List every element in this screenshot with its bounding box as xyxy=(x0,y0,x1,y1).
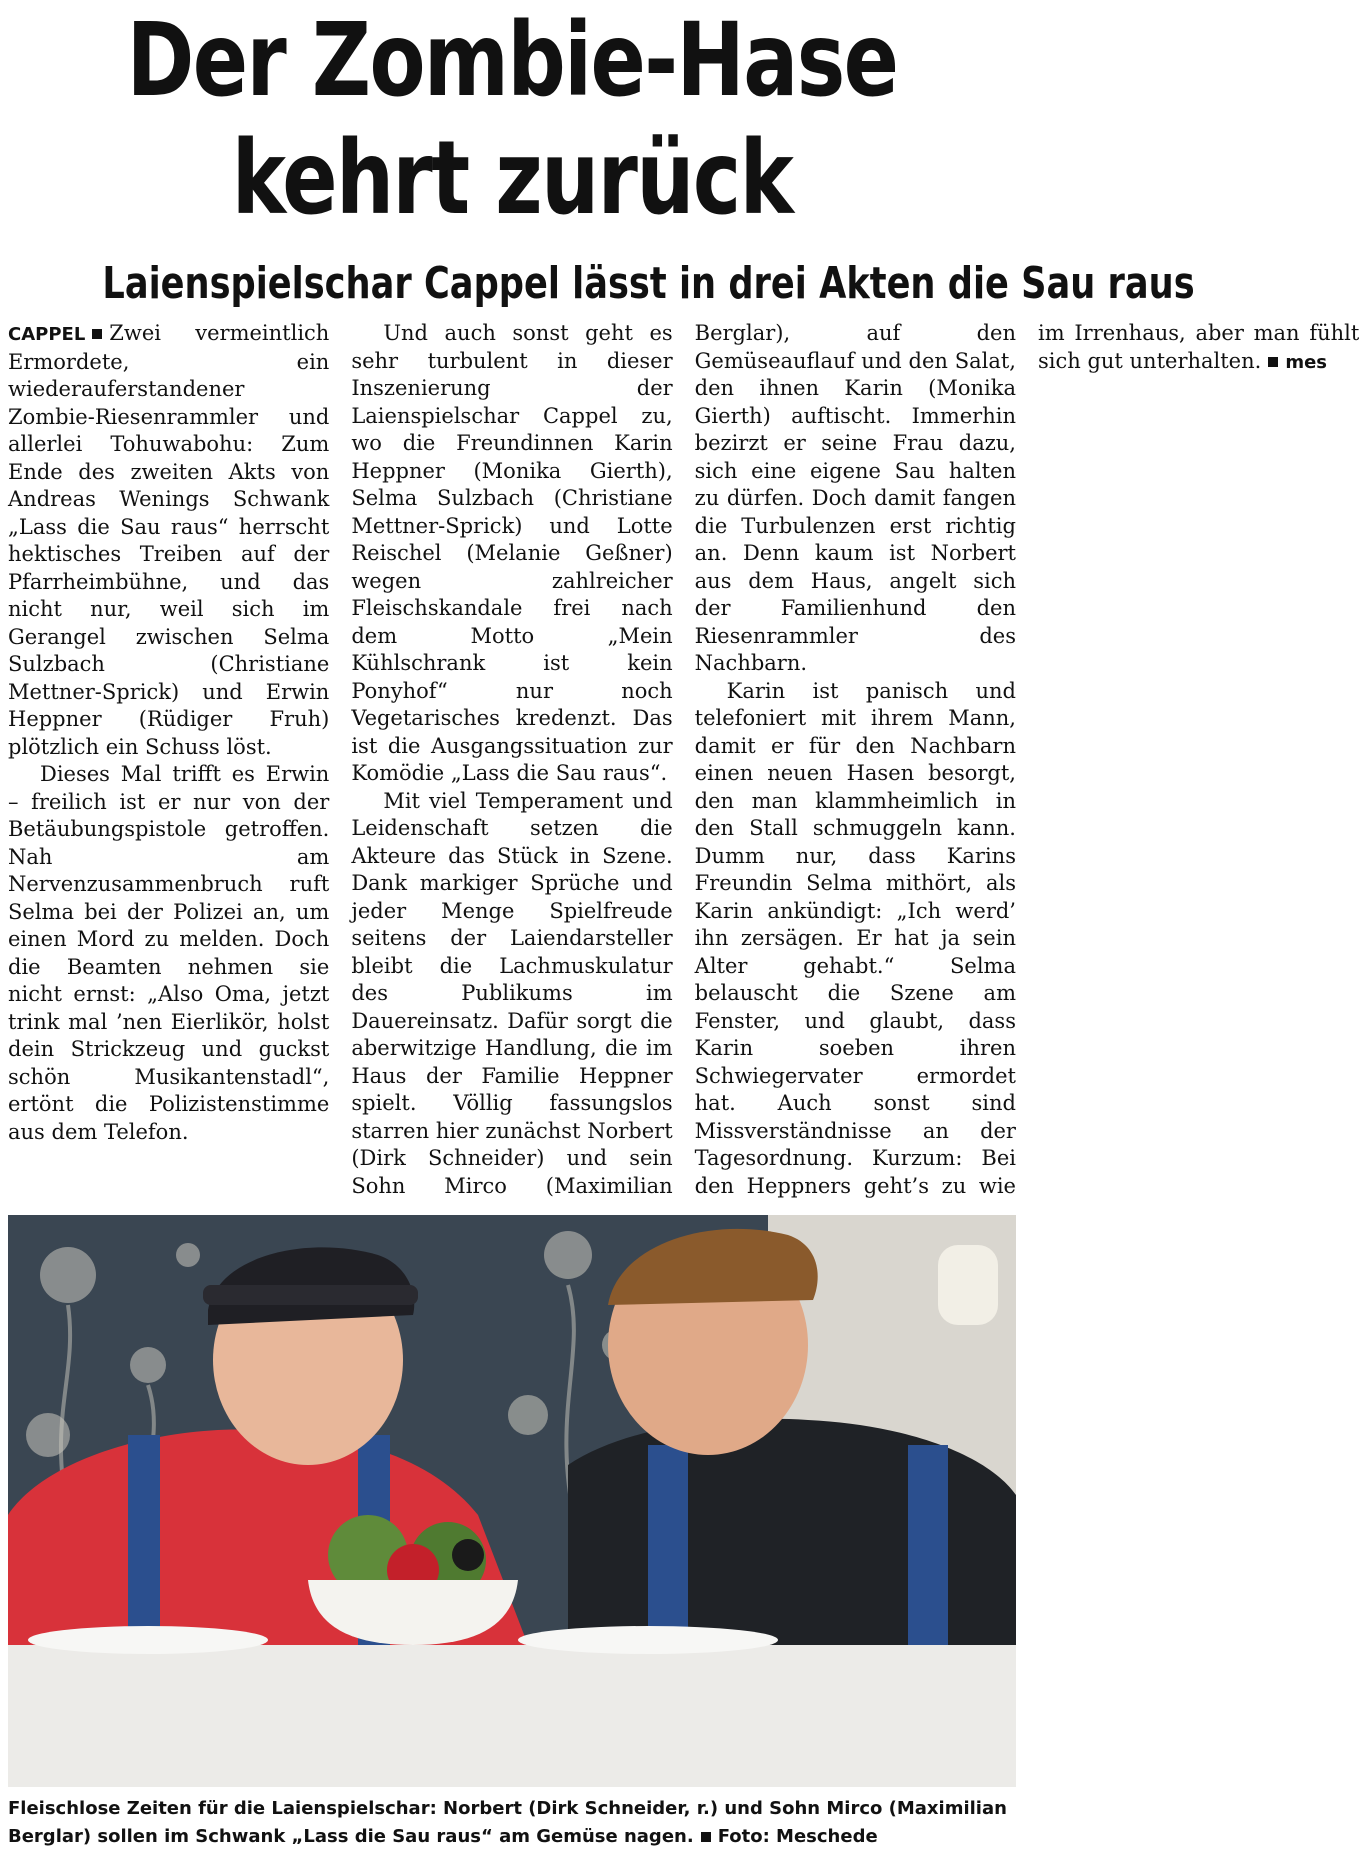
photo-credit: Foto: Meschede xyxy=(717,1826,878,1847)
square-bullet-icon xyxy=(92,329,102,339)
dateline: CAPPEL xyxy=(8,324,86,345)
article-photo xyxy=(8,1215,1016,1787)
square-bullet-icon xyxy=(1268,357,1278,367)
tablecloth xyxy=(8,1645,1016,1787)
headline xyxy=(102,2,921,238)
caption-text: Fleischlose Zeiten für die Laienspielschar: Norbert (Dirk Schneider, r.) und Sohn Mirco (Maximilian Berglar) sollen im Schwank „Lass die Sau raus“ am Gemüse nagen. xyxy=(8,1798,1007,1847)
paragraph-text: Karin ist panisch und telefoniert mit ihrem Mann, damit er für den Nachbarn einen neuen Hasen besorgt, den man klammheimlich in den Stall schmuggeln kann. Dumm nur, dass Karins Freundin Selma mithört, als Karin ankündigt: „Ich werd’ ihn zersägen. Er hat ja sein Alter gehabt.“ Selma belauscht die Szene am Fenster, und glaubt, dass Karin soeben ihren Schwiegervater ermordet hat. Auch sonst sind Missverständnisse an der Tagesordnung. Kurzum: Bei den Heppners geht’s zu wie im Irrenhaus, aber man fühlt sich gut unterhalten. xyxy=(694,321,1359,1198)
paragraph-text: Zwei vermeintlich Ermordete, ein wiederauferstandener Zombie-Riesenrammler und allerlei Tohuwabohu: Zum Ende des zweiten Akts von Andreas Wenings Schwank „Lass die Sau raus“ herrscht hektisches Treiben auf der Pfarrheimbühne, und das nicht nur, weil sich im Gerangel zwischen Selma Sulzbach (Christiane Mettner-Sprick) und Erwin Heppner (Rüdiger Fruh) plötzlich ein Schuss löst. xyxy=(8,321,330,759)
subheadline: Laienspielschar Cappel lässt in drei Akten die Sau raus xyxy=(102,258,1195,309)
headline-line-1: Der Zombie-Hase xyxy=(126,1,898,120)
article-body xyxy=(8,320,1359,1200)
photo-caption xyxy=(8,1795,1016,1851)
article-paragraph: Und auch sonst geht es sehr turbulent in dieser Inszenierung der Laienspielschar Cappel zu, wo die Freundinnen Karin Heppner (Monika Gierth), Selma Sulzbach (Christiane Mettner-Sprick) und Lotte Reischel (Melanie Geßner) wegen zahlreicher Fleischskandale frei nach dem Motto „Mein Kühlschrank ist kein Ponyhof“ nur noch Vegetarisches kredenzt. Das ist die Ausgangssituation zur Komödie „Lass die Sau raus“. xyxy=(351,321,673,785)
square-bullet-icon xyxy=(701,1832,711,1842)
stage-photo-illustration xyxy=(8,1215,1016,1787)
article-paragraph: Mit viel Temperament und Leidenschaft setzen die Akteure das Stück in Szene. Dank markiger Sprüche und jeder Menge Spielfreude seitens der Laiendarsteller bleibt die Lachmuskulatur des Publikums im Dauereinsatz. Dafür sorgt die aberwitzige Handlung, die im Haus der Familie Heppner spielt. Völlig fassungslos starren hier zunächst Norbert (Dirk Schneider) und sein Sohn Mirco (Maximilian Berglar), auf den Gemüseauflauf und den Salat, den ihnen Karin (Monika Gierth) auftischt. Immerhin bezirzt er seine Frau dazu, sich eine eigene Sau halten zu dürfen. Doch damit fangen die Turbulenzen erst richtig an. Denn kaum ist Norbert aus dem Haus, angelt sich der Familienhund den Riesenrammler des Nachbarn. xyxy=(351,321,1016,1198)
headline-line-2: kehrt zurück xyxy=(231,119,793,238)
author-initials: mes xyxy=(1285,351,1327,373)
article-paragraph xyxy=(8,320,329,761)
article-paragraph: Dieses Mal trifft es Erwin – freilich ist er nur von der Betäubungspistole getroffen. Nah am Nervenzusammenbruch ruft Selma bei der Polizei an, um einen Mord zu melden. Doch die Beamten nehmen sie nicht ernst: „Also Oma, jetzt trink mal ’nen Eierlikör, holst dein Strickzeug und guckst schön Musikantenstadl“, ertönt die Polizistenstimme aus dem Telefon. xyxy=(8,762,330,1144)
